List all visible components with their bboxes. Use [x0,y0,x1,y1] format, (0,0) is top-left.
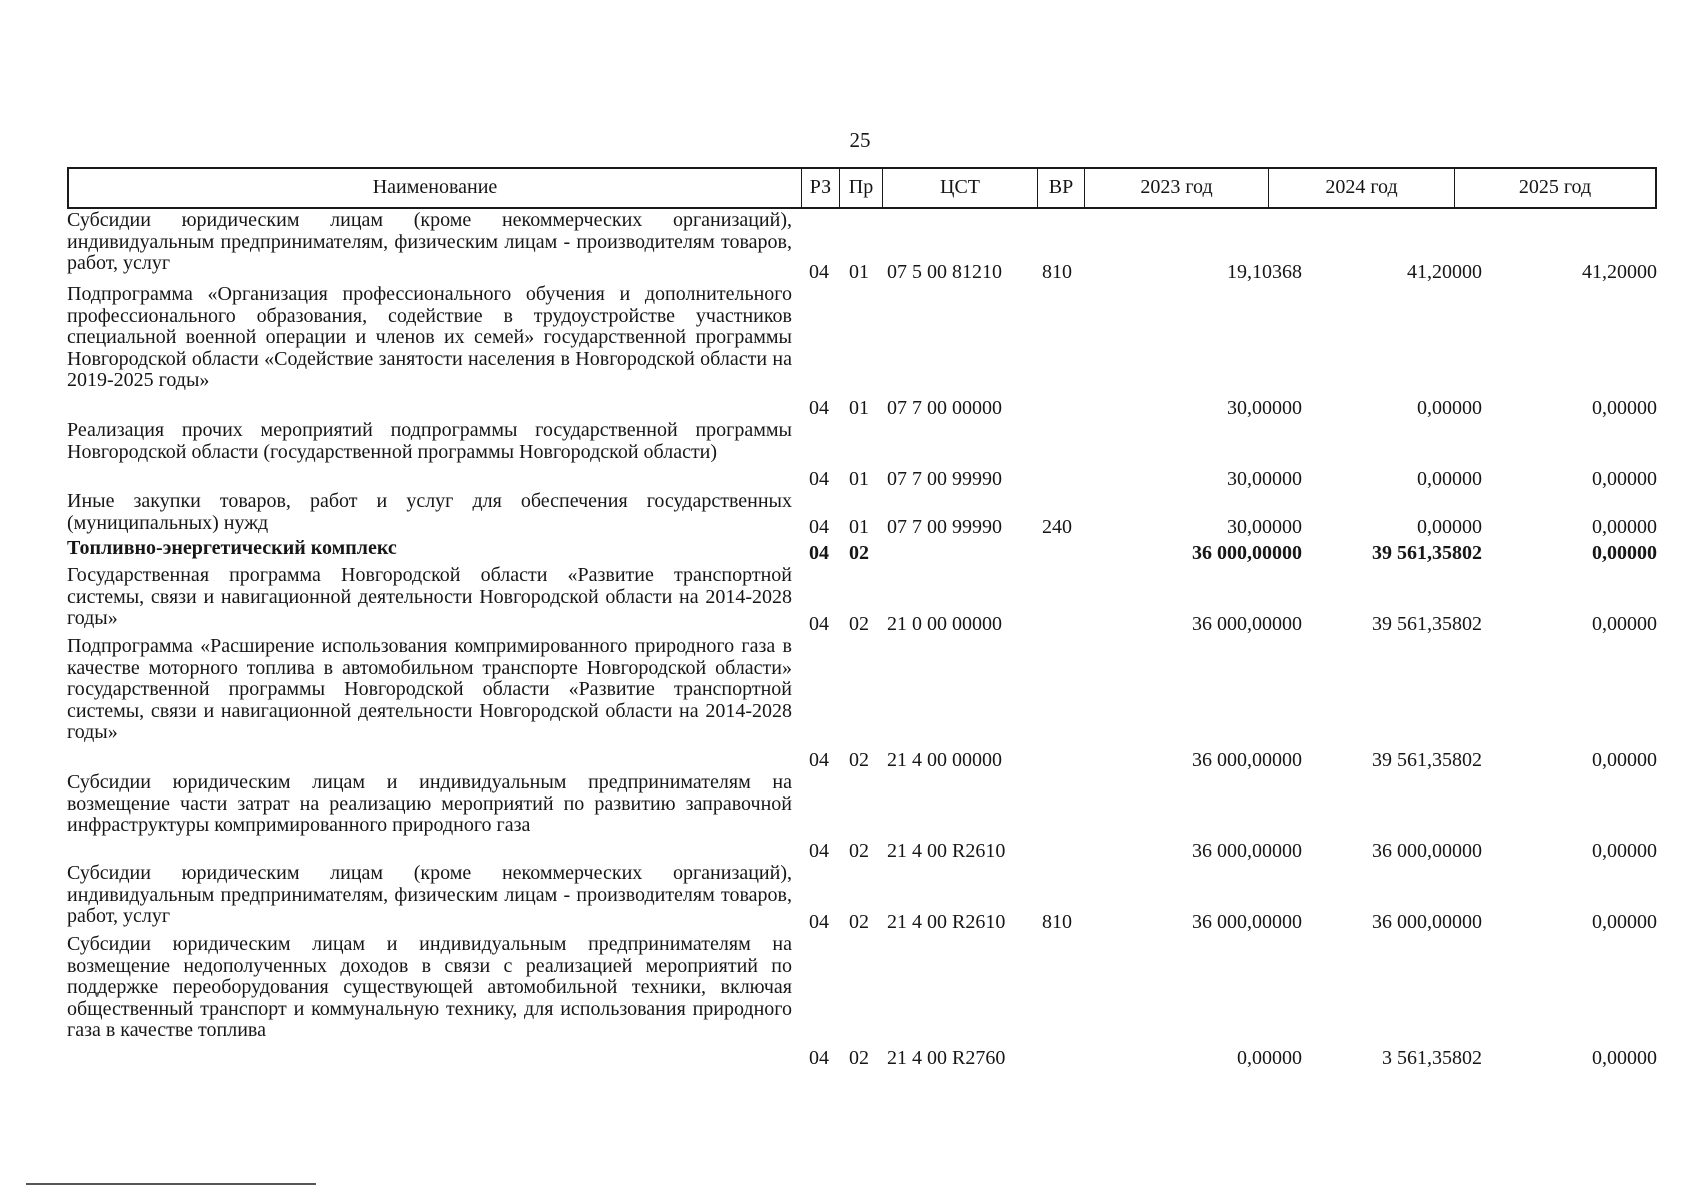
row-cst: 07 7 00 99990 [887,516,1002,538]
row-pr: 02 [849,911,869,933]
row-name: Субсидии юридическим лицам и индивидуальным предпринимателям на возмещение части затрат на реализацию мероприятий по развитию заправочной инфраструктуры компримированного природного газа [67,771,792,836]
row-2024: 41,20000 [1407,261,1482,283]
row-rz: 04 [809,613,829,635]
row-cst: 07 7 00 00000 [887,397,1002,419]
row-cst: 21 4 00 R2610 [887,840,1006,862]
table-row [67,538,1657,564]
row-rz: 04 [809,542,829,564]
table-row [67,565,1657,635]
row-2023: 36 000,00000 [1192,911,1302,933]
row-name: Иные закупки товаров, работ и услуг для обеспечения государственных (муниципальных) нужд [67,490,792,534]
row-2024: 0,00000 [1417,516,1482,538]
row-2024: 3 561,35802 [1382,1047,1482,1069]
header-2024: 2024 год [1269,169,1455,207]
row-cst: 07 5 00 81210 [887,261,1002,283]
header-name: Наименование [69,169,802,207]
row-2025: 0,00000 [1592,397,1657,419]
row-2025: 0,00000 [1592,749,1657,771]
row-name: Субсидии юридическим лицам (кроме некоммерческих организаций), индивидуальным предпринимателям, физическим лицам - производителям товаров, работ, услуг [67,862,792,927]
row-cst: 21 4 00 R2760 [887,1047,1006,1069]
table-row [67,210,1657,283]
row-name: Подпрограмма «Расширение использования компримированного природного газа в качестве моторного топлива в автомобильном транспорте Новгородской области» государственной программы Новгородской области «Развитие транспортной системы, связи и навигационной деятельности Новгородской области на 2014-2028 годы» [67,635,792,743]
header-vr: ВР [1038,169,1085,207]
row-2023: 30,00000 [1227,516,1302,538]
row-rz: 04 [809,840,829,862]
row-2023: 0,00000 [1237,1047,1302,1069]
row-vr: 240 [1042,516,1072,538]
row-2025: 0,00000 [1592,468,1657,490]
row-2025: 0,00000 [1592,542,1657,564]
header-cst: ЦСТ [883,169,1038,207]
row-rz: 04 [809,261,829,283]
row-vr: 810 [1042,911,1072,933]
row-2025: 0,00000 [1592,1047,1657,1069]
row-2024: 39 561,35802 [1372,613,1482,635]
row-2023: 19,10368 [1227,261,1302,283]
row-2023: 36 000,00000 [1192,840,1302,862]
header-pr: Пр [840,169,883,207]
row-rz: 04 [809,911,829,933]
table-row [67,934,1657,1069]
table-row [67,772,1657,862]
row-2025: 0,00000 [1592,516,1657,538]
row-2024: 39 561,35802 [1372,749,1482,771]
table-row [67,636,1657,771]
row-name: Реализация прочих мероприятий подпрограммы государственной программы Новгородской области (государственной программы Новгородской области) [67,419,792,463]
header-rz: РЗ [802,169,840,207]
table-header [67,167,1657,209]
row-pr: 01 [849,261,869,283]
page-number: 25 [849,128,871,152]
row-pr: 01 [849,397,869,419]
row-2024: 36 000,00000 [1372,840,1482,862]
row-name: Субсидии юридическим лицам (кроме некоммерческих организаций), индивидуальным предпринимателям, физическим лицам - производителям товаров, работ, услуг [67,209,792,274]
row-name: Топливно-энергетический комплекс [67,537,397,559]
row-2023: 36 000,00000 [1192,613,1302,635]
row-rz: 04 [809,397,829,419]
header-2023: 2023 год [1085,169,1269,207]
row-vr: 810 [1042,261,1072,283]
row-2024: 0,00000 [1417,397,1482,419]
row-2024: 0,00000 [1417,468,1482,490]
row-cst: 21 4 00 00000 [887,749,1002,771]
row-cst: 07 7 00 99990 [887,468,1002,490]
row-rz: 04 [809,749,829,771]
row-2024: 36 000,00000 [1372,911,1482,933]
header-2025: 2025 год [1518,176,1592,198]
table-row [67,284,1657,419]
row-cst: 21 0 00 00000 [887,613,1002,635]
footer-rule [26,1183,316,1185]
row-2025: 0,00000 [1592,613,1657,635]
row-name: Субсидии юридическим лицам и индивидуальным предпринимателям на возмещение недополученных доходов в связи с реализацией мероприятий по поддержке переоборудования существующей автомобильной техники, включая общественный транспорт и коммунальную технику, для использования природного газа в качестве топлива [67,933,792,1041]
row-pr: 02 [849,840,869,862]
row-2023: 30,00000 [1227,468,1302,490]
row-2023: 36 000,00000 [1192,542,1302,564]
row-2023: 30,00000 [1227,397,1302,419]
row-pr: 02 [849,1047,869,1069]
row-rz: 04 [809,468,829,490]
table-row [67,420,1657,490]
row-name: Подпрограмма «Организация профессионального обучения и дополнительного профессионального образования, содействие в трудоустройстве участников специальной военной операции и членов их семей» государственной программы Новгородской области «Содействие занятости населения в Новгородской области на 2019-2025 годы» [67,283,792,391]
row-rz: 04 [809,516,829,538]
row-pr: 02 [849,542,869,564]
row-2024: 39 561,35802 [1372,542,1482,564]
row-pr: 02 [849,613,869,635]
row-name: Государственная программа Новгородской области «Развитие транспортной системы, связи и навигационной деятельности Новгородской области на 2014-2028 годы» [67,564,792,629]
row-pr: 02 [849,749,869,771]
row-cst: 21 4 00 R2610 [887,911,1006,933]
row-2023: 36 000,00000 [1192,749,1302,771]
row-pr: 01 [849,468,869,490]
row-2025: 0,00000 [1592,911,1657,933]
row-2025: 41,20000 [1582,261,1657,283]
table-row [67,863,1657,933]
table-row [67,491,1657,538]
row-pr: 01 [849,516,869,538]
budget-table [67,167,1657,1069]
row-rz: 04 [809,1047,829,1069]
row-2025: 0,00000 [1592,840,1657,862]
